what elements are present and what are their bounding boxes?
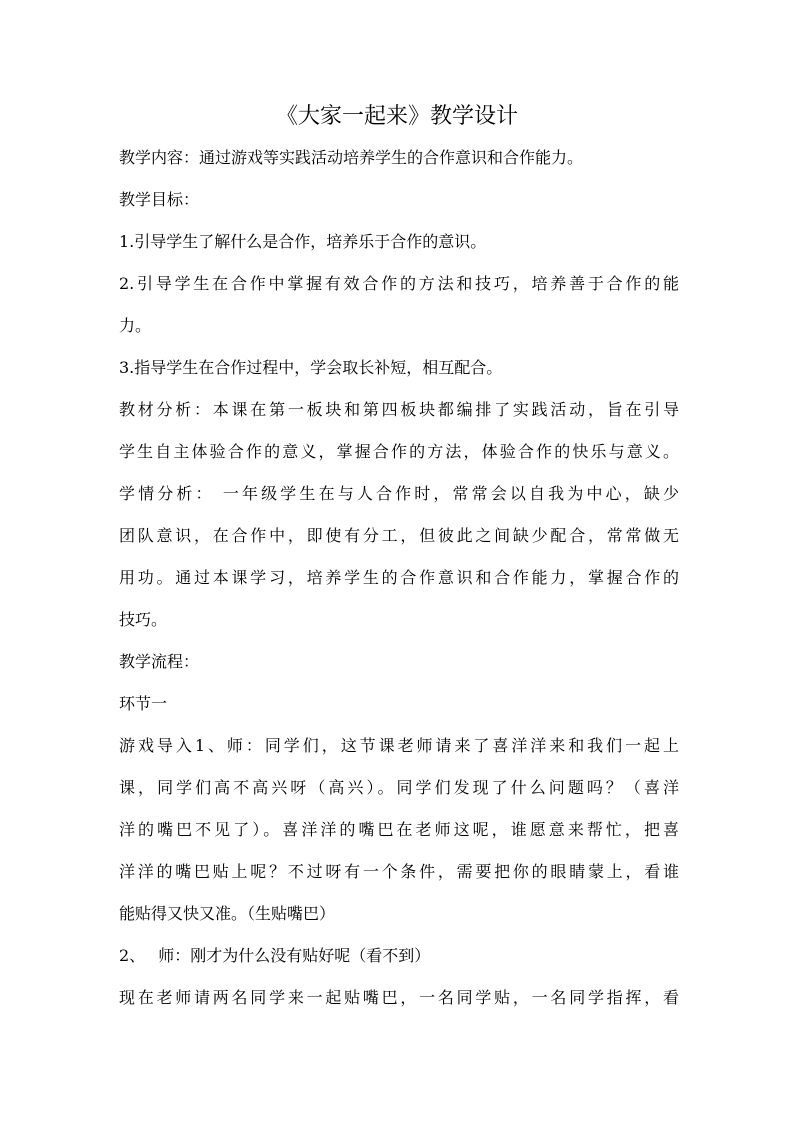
text-line-step-2-cont: 现在老师请两名同学来一起贴嘴巴，一名同学贴，一名同学指挥，看 [119, 988, 679, 1007]
text-line-student-analysis-cont-3: 技巧。 [119, 610, 168, 629]
text-line-game-intro: 游戏导入1、师：同学们，这节课老师请来了喜洋洋来和我们一起上 [119, 736, 679, 755]
text-line-section-one: 环节一 [119, 694, 168, 713]
text-line-game-intro-cont-2: 洋的嘴巴不见了）。喜洋洋的嘴巴在老师这呢，谁愿意来帮忙，把喜 [119, 820, 679, 839]
text-line-material-analysis: 教材分析：本课在第一板块和第四板块都编排了实践活动，旨在引导 [119, 400, 679, 419]
text-line-goals-heading: 教学目标： [119, 190, 200, 209]
text-line-goal-3: 3.指导学生在合作过程中，学会取长补短，相互配合。 [119, 358, 503, 377]
text-line-student-analysis-cont-1: 团队意识，在合作中，即使有分工，但彼此之间缺少配合，常常做无 [119, 526, 679, 545]
text-line-game-intro-cont-1: 课，同学们高不高兴呀（高兴）。同学们发现了什么问题吗？（喜洋 [119, 778, 679, 797]
document-title: 《大家一起来》教学设计 [275, 104, 518, 129]
text-line-game-intro-cont-3: 洋洋的嘴巴贴上呢？不过呀有一个条件，需要把你的眼睛蒙上，看谁 [119, 862, 679, 881]
text-line-goal-2: 2.引导学生在合作中掌握有效合作的方法和技巧，培养善于合作的能 [119, 274, 679, 293]
text-line-student-analysis-cont-2: 用功。通过本课学习，培养学生的合作意识和合作能力，掌握合作的 [119, 568, 679, 587]
text-line-goal-2-cont: 力。 [119, 316, 152, 335]
text-line-step-2: 2、 师：刚才为什么没有贴好呢（看不到） [119, 946, 431, 965]
text-line-material-analysis-cont: 学生自主体验合作的意义，掌握合作的方法，体验合作的快乐与意义。 [119, 442, 679, 461]
text-line-process-heading: 教学流程： [119, 652, 200, 671]
text-line-student-analysis: 学情分析： 一年级学生在与人合作时，常常会以自我为中心，缺少 [119, 484, 679, 503]
text-line-game-intro-cont-4: 能贴得又快又准。（生贴嘴巴） [119, 904, 336, 923]
text-line-goal-1: 1.引导学生了解什么是合作，培养乐于合作的意识。 [119, 232, 487, 251]
text-line-content: 教学内容：通过游戏等实践活动培养学生的合作意识和合作能力。 [119, 148, 584, 167]
